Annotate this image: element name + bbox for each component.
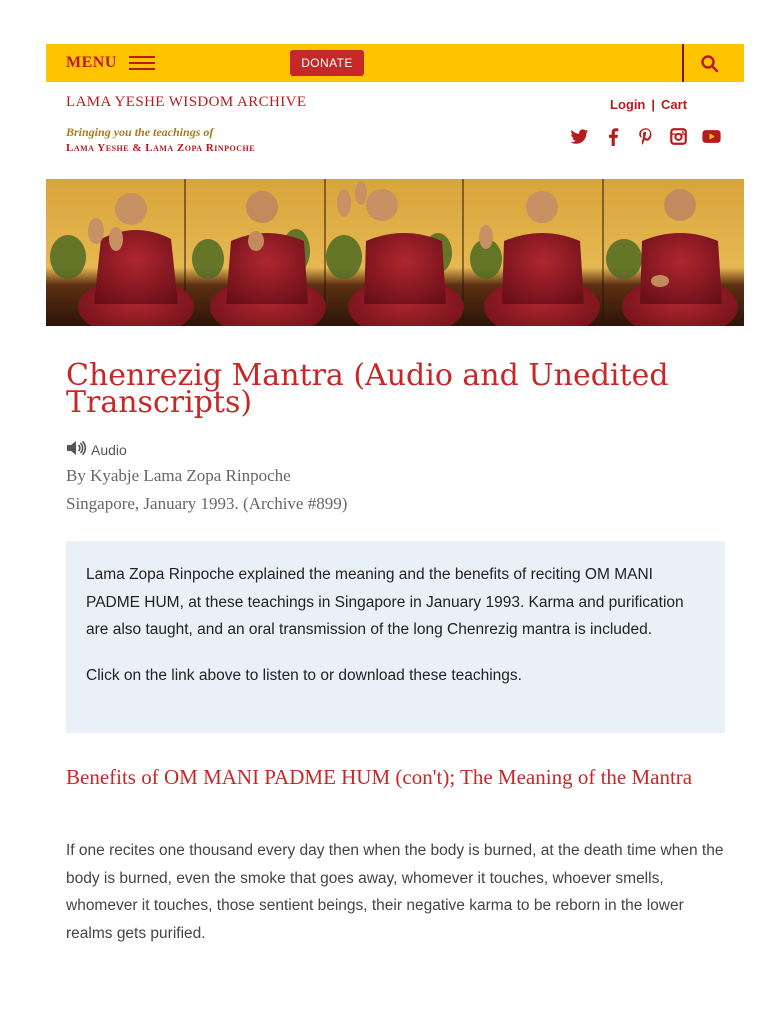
instagram-icon[interactable] — [669, 127, 688, 146]
author-byline: By Kyabje Lama Zopa Rinpoche — [66, 466, 291, 485]
pinterest-icon[interactable] — [636, 127, 655, 146]
summary-paragraph: Lama Zopa Rinpoche explained the meaning and the benefits of reciting OM MANI PADME HUM, at these teachings in Singapore in January 1993. Karma and purification are also taught, and an oral transmission of the long Chenrezig mantra is included. — [86, 566, 684, 638]
menu-button[interactable] — [66, 44, 155, 82]
donate-button[interactable]: DONATE — [290, 50, 364, 76]
summary-instruction: Click on the link above to listen to or download these teachings. — [86, 666, 522, 684]
summary-box — [66, 541, 725, 733]
body-paragraph: If one recites one thousand every day then when the body is burned, at the death time when the body is burned, even the smoke that goes away, whomever it touches, whoever smells, whomever it touches, those sentient beings, their negative karma to be reborn in the lower realms gets purified. — [66, 842, 724, 942]
section-heading: Benefits of OM MANI PADME HUM (con't); The Meaning of the Mantra — [66, 765, 693, 789]
account-link-separator: | — [651, 97, 656, 112]
page-title: Chenrezig Mantra (Audio and Unedited Transcripts) — [66, 358, 669, 420]
banner-image — [46, 179, 744, 326]
youtube-icon[interactable] — [702, 127, 721, 146]
facebook-icon[interactable] — [603, 127, 622, 146]
tagline-line-1: Bringing you the teachings of — [66, 125, 214, 139]
audio-tag[interactable] — [66, 440, 127, 459]
twitter-icon[interactable] — [570, 127, 589, 146]
hamburger-icon — [129, 56, 155, 70]
search-icon[interactable] — [698, 52, 722, 76]
tagline-line-2: Lama Yeshe & Lama Zopa Rinpoche — [66, 142, 256, 154]
social-links — [570, 127, 721, 146]
speaker-icon — [66, 440, 86, 459]
cart-link[interactable]: Cart — [661, 97, 688, 112]
site-title[interactable]: LAMA YESHE WISDOM ARCHIVE — [66, 94, 307, 110]
login-link[interactable]: Login — [610, 97, 646, 112]
topbar-divider — [682, 44, 684, 82]
menu-label: MENU — [66, 54, 117, 71]
account-links — [610, 97, 687, 112]
audio-label: Audio — [91, 441, 127, 458]
top-navigation-bar — [46, 44, 744, 82]
location-archive-info: Singapore, January 1993. (Archive #899) — [66, 494, 348, 513]
